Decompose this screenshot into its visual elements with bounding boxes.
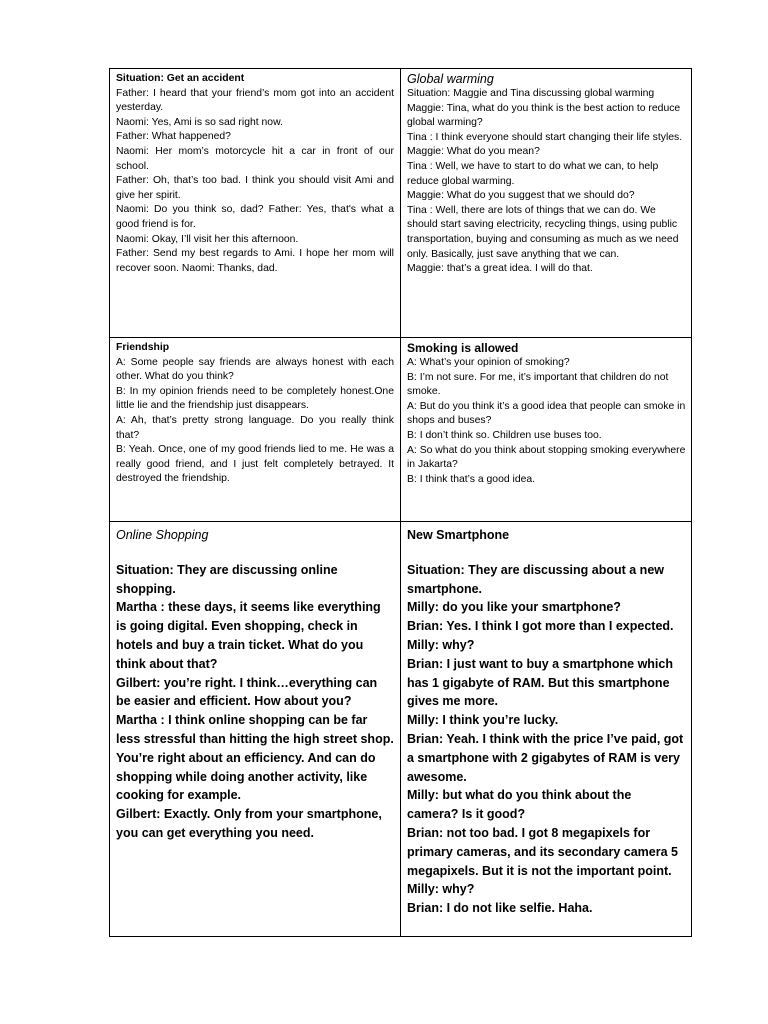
dialogue-line: Situation: Maggie and Tina discussing global warming — [407, 88, 655, 99]
dialogue-line: Brian: not too bad. I got 8 megapixels for primary cameras, and its secondary camera 5 megapixels. But it is not the important point. — [407, 825, 678, 878]
dialogue-line: A: Ah, that’s pretty strong language. Do you really think that? — [116, 414, 394, 441]
cell-global-warming — [401, 69, 692, 338]
dialogue-line: Naomi: Do you think so, dad? Father: Yes, that's what a good friend is for. — [116, 204, 394, 230]
dialogue-line: Situation: They are discussing online shopping. — [116, 562, 338, 596]
dialogue-line: Father: Send my best regards to Ami. I hope her mom will recover soon. Naomi: Thanks, dad. — [116, 248, 394, 274]
dialogue-line: Father: I heard that your friend’s mom got into an accident yesterday. — [116, 87, 394, 114]
dialogue-line: Maggie: that’s a great idea. I will do that. — [407, 263, 593, 275]
cell-title: Global warming — [407, 72, 494, 86]
dialogue-line: Milly: but what do you think about the camera? Is it good? — [407, 788, 632, 822]
dialogue-line: Brian: I do not like selfie. Haha. — [407, 901, 593, 916]
dialogue-line: Naomi: Yes, Ami is so sad right now. — [116, 116, 283, 128]
dialogue-line: Brian: Yeah. I think with the price I’ve paid, got a smartphone with 2 gigabytes of RAM is very awesome. — [407, 731, 684, 784]
dialogue-line: Maggie: What do you mean? — [407, 146, 540, 158]
dialogue-line: Father: Oh, that’s too bad. I think you should visit Ami and give her spirit. — [116, 175, 394, 201]
dialogue-line: Milly: why? — [407, 637, 475, 652]
dialogue-line: Tina : Well, we have to start to do what we can, to help reduce global warming. — [407, 160, 659, 187]
cell-smoking — [401, 338, 692, 522]
dialogue-line: Milly: I think you’re lucky. — [407, 713, 559, 728]
cell-accident — [110, 69, 401, 338]
dialogue-line: Brian: Yes. I think I got more than I expected. — [407, 619, 674, 634]
cell-title: Online Shopping — [116, 528, 209, 542]
cell-new-smartphone — [401, 522, 692, 936]
dialogue-line: Naomi: Her mom’s motorcycle hit a car in front of our school. — [116, 145, 394, 172]
dialogue-table — [109, 68, 692, 937]
cell-title: Friendship — [116, 342, 170, 353]
dialogue-line: A: So what do you think about stopping smoking everywhere in Jakarta? — [407, 444, 686, 471]
dialogue-line: Milly: why? — [407, 882, 475, 897]
dialogue-line: Maggie: What do you suggest that we should do? — [407, 190, 635, 202]
paragraph-gap — [407, 545, 686, 561]
cell-title: New Smartphone — [407, 528, 510, 542]
cell-title: Smoking is allowed — [407, 341, 519, 355]
dialogue-line: B: Yeah. Once, one of my good friends lied to me. He was a really good friend, and I just felt completely betrayed. It destroyed the friendship. — [116, 444, 394, 485]
dialogue-line: Martha : these days, it seems like everything is going digital. Even shopping, check in hotels and buy a train ticket. What do you think about that? — [116, 600, 381, 671]
cell-title: Situation: Get an accident — [116, 73, 245, 84]
dialogue-line: Brian: I just want to buy a smartphone which has 1 gigabyte of RAM. But this smartphone gives me more. — [407, 656, 673, 709]
dialogue-line: Situation: They are discussing about a new smartphone. — [407, 562, 664, 596]
dialogue-line: Maggie: Tina, what do you think is the best action to reduce global warming? — [407, 102, 681, 129]
dialogue-line: A: What’s your opinion of smoking? — [407, 357, 570, 368]
cell-friendship — [110, 338, 401, 522]
dialogue-line: A: But do you think it’s a good idea that people can smoke in shops and buses? — [407, 400, 686, 427]
cell-online-shopping — [110, 522, 401, 936]
dialogue-line: Tina : Well, there are lots of things that we can do. We should start saving electricity, recycling things, using public transportation, buying and consuming as much as we need only. Basically, just save anything that we can. — [407, 204, 679, 260]
dialogue-line: Milly: do you like your smartphone? — [407, 600, 621, 615]
dialogue-line: B: In my opinion friends need to be completely honest.One little lie and the friendship just disappears. — [116, 385, 394, 412]
dialogue-line: Martha : I think online shopping can be far less stressful than hitting the high street shop. You’re right about an efficiency. And can do shopping while doing another activity, like cooking for example. — [116, 713, 394, 803]
dialogue-line: B: I don’t think so. Children use buses too. — [407, 429, 602, 441]
dialogue-line: Naomi: Okay, I’ll visit her this afternoon. — [116, 233, 299, 245]
dialogue-line: B: I’m not sure. For me, it’s important that children do not smoke. — [407, 371, 669, 398]
dialogue-line: Gilbert: you’re right. I think…everything can be easier and efficient. How about you? — [116, 675, 378, 709]
dialogue-line: A: Some people say friends are always honest with each other. What do you think? — [116, 356, 394, 383]
dialogue-line: Tina : I think everyone should start changing their life styles. — [407, 131, 683, 143]
paragraph-gap — [116, 545, 394, 561]
dialogue-line: Father: What happened? — [116, 131, 231, 143]
dialogue-line: Gilbert: Exactly. Only from your smartphone, you can get everything you need. — [116, 807, 382, 840]
dialogue-line: B: I think that’s a good idea. — [407, 473, 536, 485]
